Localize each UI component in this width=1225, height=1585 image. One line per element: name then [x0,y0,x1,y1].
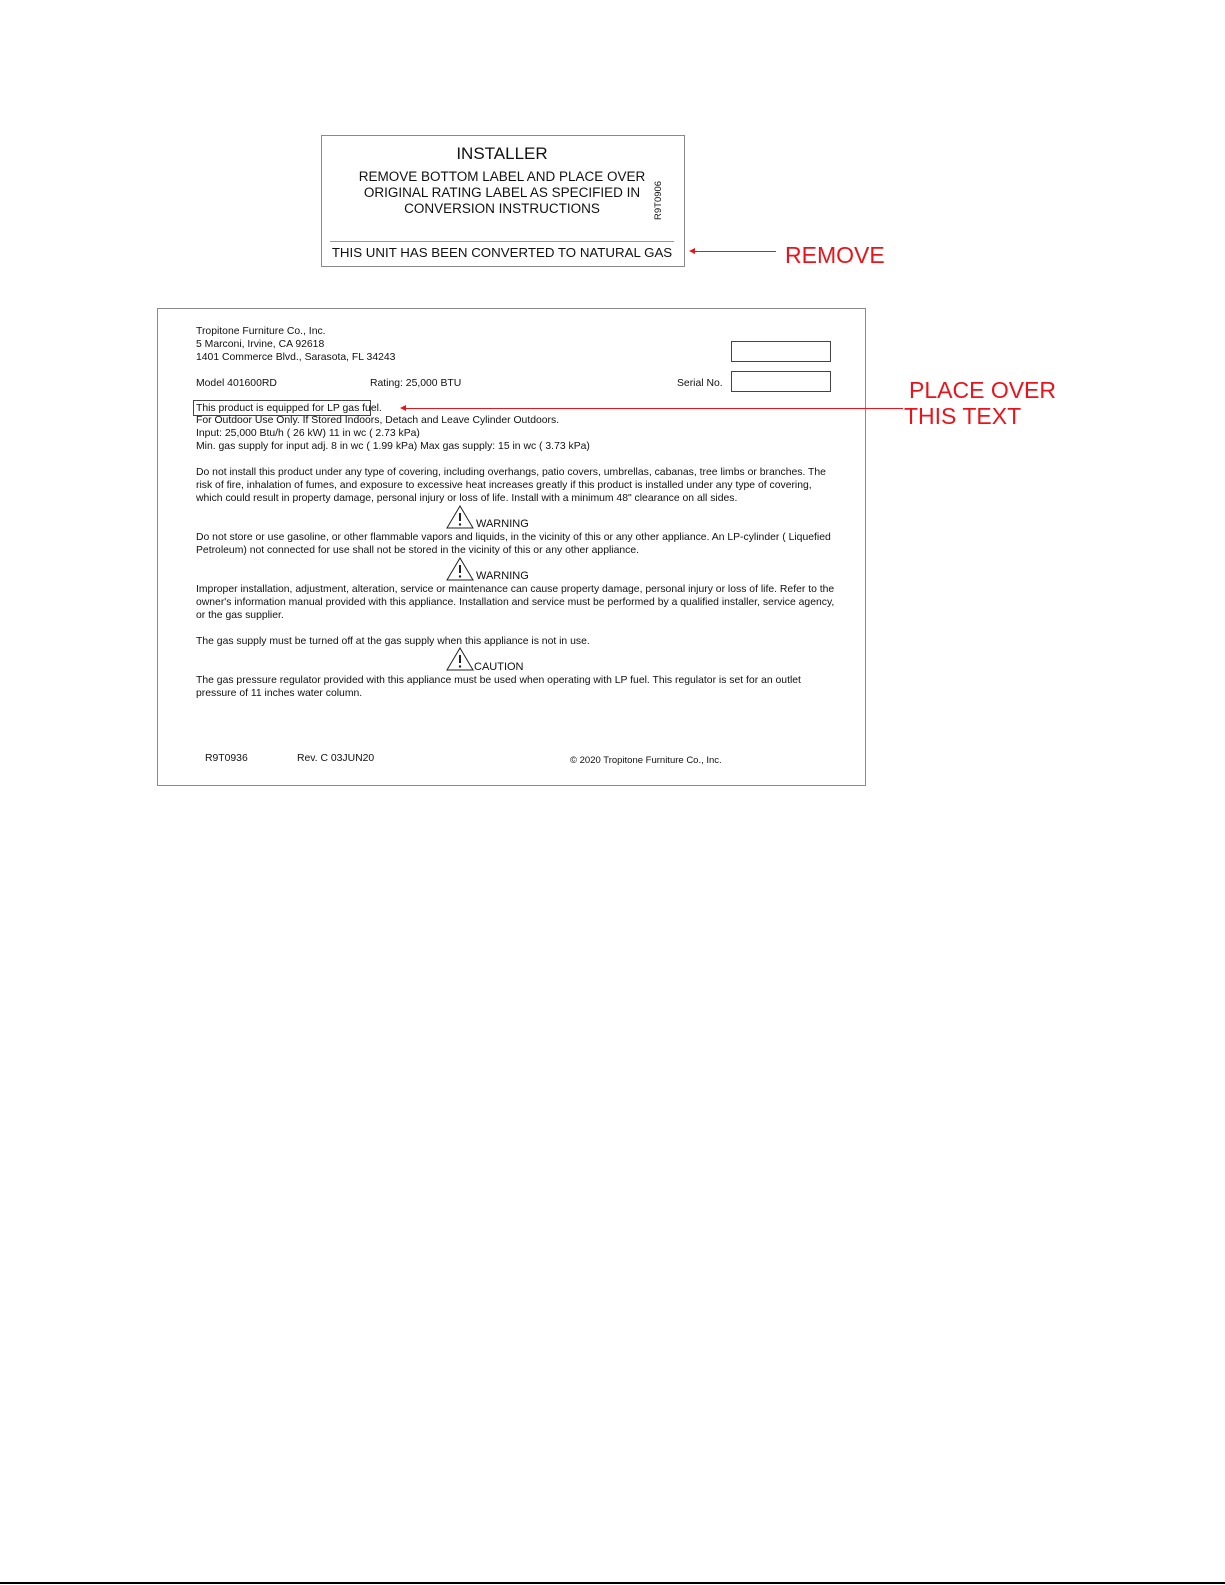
warning-text: Do not store or use gasoline, or other flammable vapors and liquids, in the vicinity of this or any other appliance. An LP-cylinder ( Liquefied Petroleum) not connected for use shall not be stored in the vicinity of this or any other appliance. [196,532,831,556]
converted-text: THIS UNIT HAS BEEN CONVERTED TO NATURAL GAS [331,245,673,260]
address-line-1: 5 Marconi, Irvine, CA 92618 [196,339,325,350]
input-spec: Input: 25,000 Btu/h ( 26 kW) 11 in wc ( 2.73 kPa) [196,428,420,439]
model-number: Model 401600RD [196,378,277,389]
address-line-2: 1401 Commerce Blvd., Sarasota, FL 34243 [196,352,396,363]
installer-instructions: REMOVE BOTTOM LABEL AND PLACE OVER ORIGINAL RATING LABEL AS SPECIFIED IN CONVERSION INSTRUCTIONS [358,169,646,216]
caution-triangle-icon [446,647,474,671]
warning-text: Improper installation, adjustment, alteration, service or maintenance can cause property damage, personal injury or loss of life. Refer to the owner's information manual provided with this appliance. Installation and service must be performed by a qualified installer, service agency, or the gas supplier. [196,584,835,621]
outdoor-use-text: For Outdoor Use Only. If Stored Indoors, Detach and Leave Cylinder Outdoors. [196,415,560,426]
warning-heading: WARNING [476,570,529,582]
remove-leader-line [694,251,776,252]
caution-text: The gas pressure regulator provided with this appliance must be used when operating with LP fuel. This regulator is set for an outlet pressure of 11 inches water column. [196,675,801,699]
caution-heading: CAUTION [474,661,524,673]
warning-triangle-icon [446,557,474,581]
lp-fuel-text: This product is equipped for LP gas fuel. [196,403,382,414]
installer-label [321,135,685,267]
covering-warning-text: Do not install this product under any type of covering, including overhangs, patio covers, umbrellas, cabanas, tree limbs or branches. The risk of fire, inhalation of fumes, and exposure to excessive heat increases greatly if this product is installed under any type of covering, which could result in property damage, personal injury or loss of life. Install with a minimum 48" clearance on all sides. [196,467,826,504]
place-over-leader-line [405,408,903,409]
footer-copyright: © 2020 Tropitone Furniture Co., Inc. [570,755,722,766]
remove-annotation: REMOVE [785,242,885,268]
place-over-line-1: PLACE OVER [909,377,1056,403]
gas-supply-off-text: The gas supply must be turned off at the gas supply when this appliance is not in use. [196,636,590,647]
serial-label: Serial No. [677,378,723,389]
footer-code: R9T0936 [205,753,248,764]
installer-title: INSTALLER [456,144,548,163]
warning-triangle-icon [446,505,474,529]
page-bottom-rule [0,1582,1225,1584]
gas-supply-spec: Min. gas supply for input adj. 8 in wc ( 1.99 kPa) Max gas supply: 15 in wc ( 3.73 kPa) [196,441,590,452]
installer-label-code: R9T0906 [653,180,664,220]
footer-revision: Rev. C 03JUN20 [297,753,375,764]
rating-label [157,308,866,786]
warning-heading: WARNING [476,518,529,530]
rating-value: Rating: 25,000 BTU [370,378,462,389]
place-over-annotation [904,377,1056,429]
blank-box [731,341,831,362]
company-name: Tropitone Furniture Co., Inc. [196,326,326,337]
label-divider [330,241,674,242]
serial-number-box [731,371,831,392]
place-over-line-2: THIS TEXT [904,403,1022,429]
